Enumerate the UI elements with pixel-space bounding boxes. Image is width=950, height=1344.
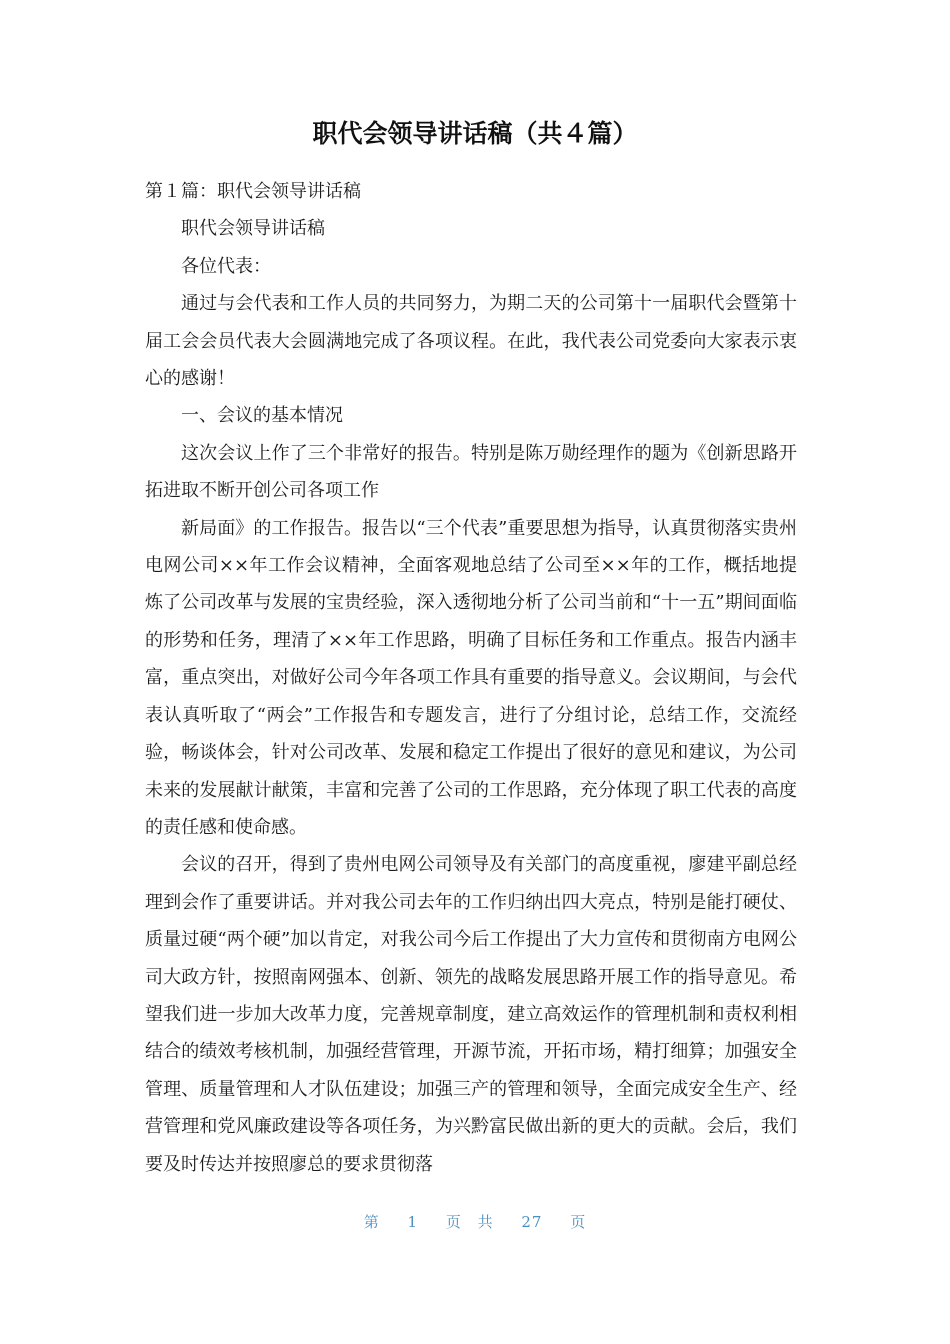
footer-total-pages: 27 xyxy=(521,1213,543,1231)
paragraph: 新局面》的工作报告。报告以“三个代表”重要思想为指导，认真贯彻落实贵州电网公司××年工作会议精神，全面客观地总结了公司至××年的工作，概括地提炼了公司改革与发展的宝贵经验，深入透彻地分析了公司当前和“十一五”期间面临的形势和任务，理清了××年工作思路，明确了目标任务和工作重点。报告内涵丰富，重点突出，对做好公司今年各项工作具有重要的指导意义。会议期间，与会代表认真听取了“两会”工作报告和专题发言，进行了分组讨论，总结工作，交流经验，畅谈体会，针对公司改革、发展和稳定工作提出了很好的意见和建议，为公司未来的发展献计献策，丰富和完善了公司的工作思路，充分体现了职工代表的高度的责任感和使命感。 xyxy=(145,517,797,838)
paragraph: 通过与会代表和工作人员的共同努力，为期二天的公司第十一届职代会暨第十届工会会员代表大会圆满地完成了各项议程。在此，我代表公司党委向大家表示衷心的感谢！ xyxy=(145,293,797,390)
footer-page-number: 1 xyxy=(407,1213,419,1231)
salutation: 各位代表： xyxy=(181,255,271,277)
speech-title: 职代会领导讲话稿 xyxy=(181,218,325,240)
footer-page-suffix: 页 xyxy=(570,1213,587,1231)
paragraph: 这次会议上作了三个非常好的报告。特别是陈万勋经理作的题为《创新思路开拓进取不断开创公司各项工作 xyxy=(145,442,797,502)
footer-page-word: 第 xyxy=(363,1213,380,1231)
section-heading: 第１篇：职代会领导讲话稿 xyxy=(145,181,361,202)
paragraph: 会议的召开，得到了贵州电网公司领导及有关部门的高度重视，廖建平副总经理到会作了重要讲话。并对我公司去年的工作归纳出四大亮点，特别是能打硬仗、质量过硬“两个硬”加以肯定，对我公司今后工作提出了大力宣传和贯彻南方电网公司大政方针，按照南网强本、创新、领先的战略发展思路开展工作的指导意见。希望我们进一步加大改革力度，完善规章制度，建立高效运作的管理机制和责权利相结合的绩效考核机制，加强经营管理，开源节流，开拓市场，精打细算；加强安全管理、质量管理和人才队伍建设；加强三产的管理和领导，全面完成安全生产、经营管理和党风廉政建设等各项任务，为兴黔富民做出新的更大的贡献。会后，我们要及时传达并按照廖总的要求贯彻落 xyxy=(145,854,797,1175)
footer-total-word: 页 共 xyxy=(445,1213,494,1231)
page-footer xyxy=(0,1211,950,1233)
document-title: 职代会领导讲话稿（共４篇） xyxy=(312,119,638,148)
subheading: 一、会议的基本情况 xyxy=(181,405,343,427)
document-body xyxy=(145,173,797,1183)
